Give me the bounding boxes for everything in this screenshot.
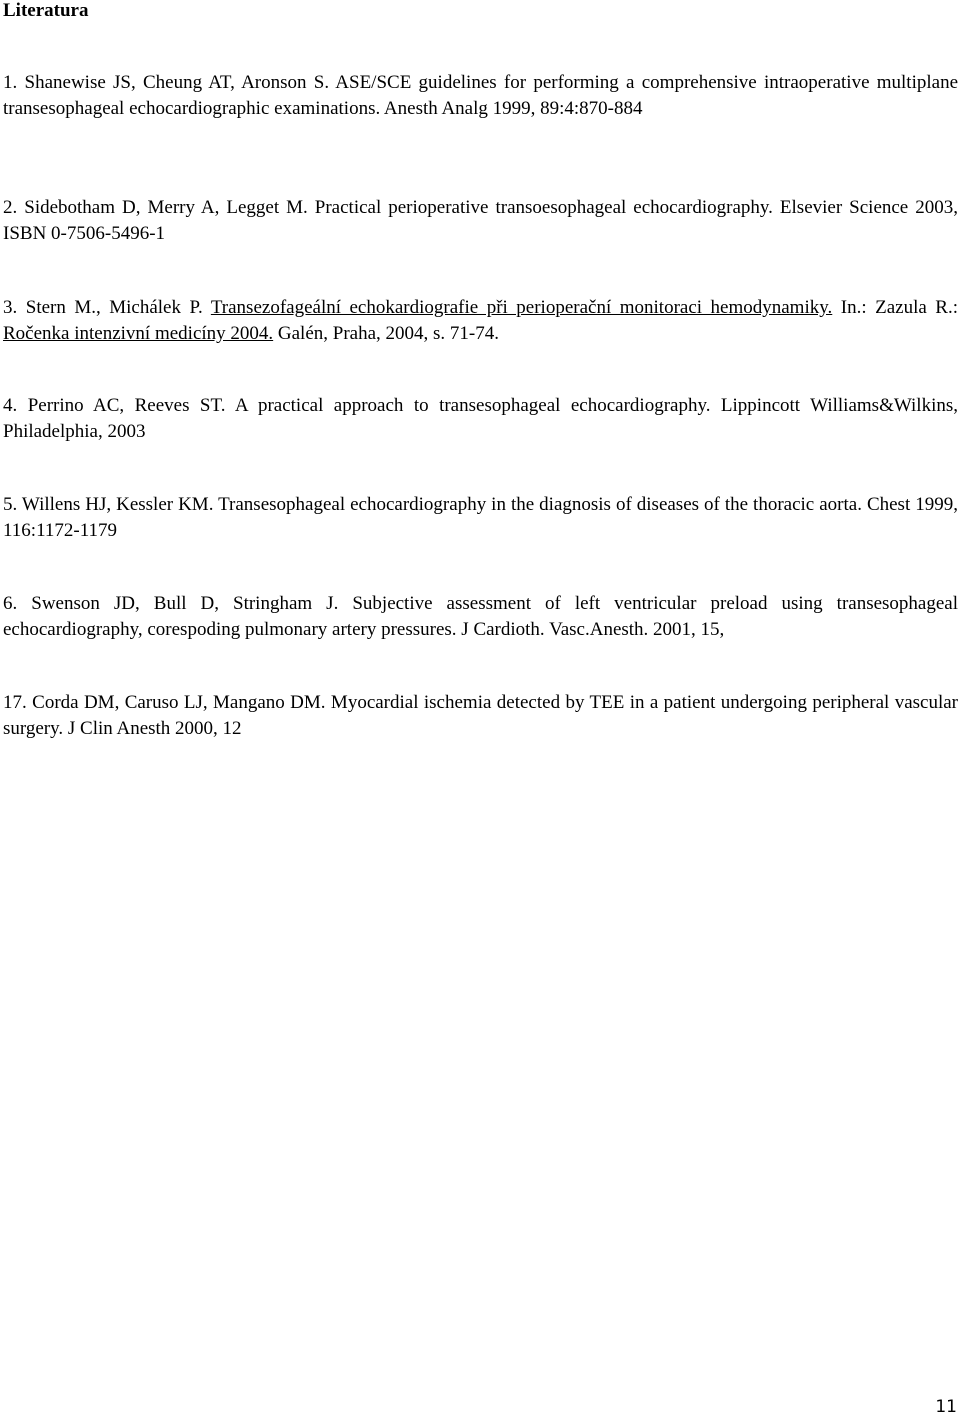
reference-in-label: In.: Zazula R.: [840,297,958,318]
reference-text: Sidebotham D, Merry A, Legget M. Practical perioperative transoesophageal echocardiography. Elsevier Science 2003, ISBN 0-7506-5496-1 [3,197,958,244]
reference-item [3,393,958,445]
reference-item [3,70,958,122]
reference-number: 5. [3,494,18,515]
reference-text: Corda DM, Caruso LJ, Mangano DM. Myocardial ischemia detected by TEE in a patient undergoing peripheral vascular surgery. J Clin Anesth 2000, 12 [3,692,959,739]
reference-number: 2. [3,197,18,218]
reference-number: 1. [3,72,18,93]
reference-book-link[interactable]: Ročenka intenzivní medicíny 2004. [3,323,274,344]
reference-number: 17. [3,692,27,713]
reference-number: 4. [3,395,18,416]
reference-number: 6. [3,593,18,614]
reference-authors: Stern M., Michálek P. [25,297,203,318]
reference-text: Perrino AC, Reeves ST. A practical approach to transesophageal echocardiography. Lippincott Williams&Wilkins, Philadelphia, 2003 [3,395,958,442]
reference-item [3,591,958,643]
reference-item [3,295,958,347]
reference-item [3,195,958,247]
reference-number: 3. [3,297,18,318]
reference-item [3,492,958,544]
reference-publisher: Galén, Praha, 2004, s. 71-74. [277,323,500,344]
section-heading: Literatura [3,0,89,21]
reference-text: Swenson JD, Bull D, Stringham J. Subjective assessment of left ventricular preload using transesophageal echocardiography, corespoding pulmonary artery pressures. J Cardioth. Vasc.Anesth. 2001, 15, [3,593,958,640]
page-number: 11 [935,1397,957,1417]
reference-item [3,690,958,742]
reference-title-link[interactable]: Transezofageální echokardiografie při perioperační monitoraci hemodynamiky. [210,297,833,318]
reference-text: Shanewise JS, Cheung AT, Aronson S. ASE/SCE guidelines for performing a comprehensive intraoperative multiplane transesophageal echocardiographic examinations. Anesth Analg 1999, 89:4:870-884 [3,72,959,119]
reference-text: Willens HJ, Kessler KM. Transesophageal echocardiography in the diagnosis of diseases of the thoracic aorta. Chest 1999, 116:1172-1179 [3,494,958,541]
